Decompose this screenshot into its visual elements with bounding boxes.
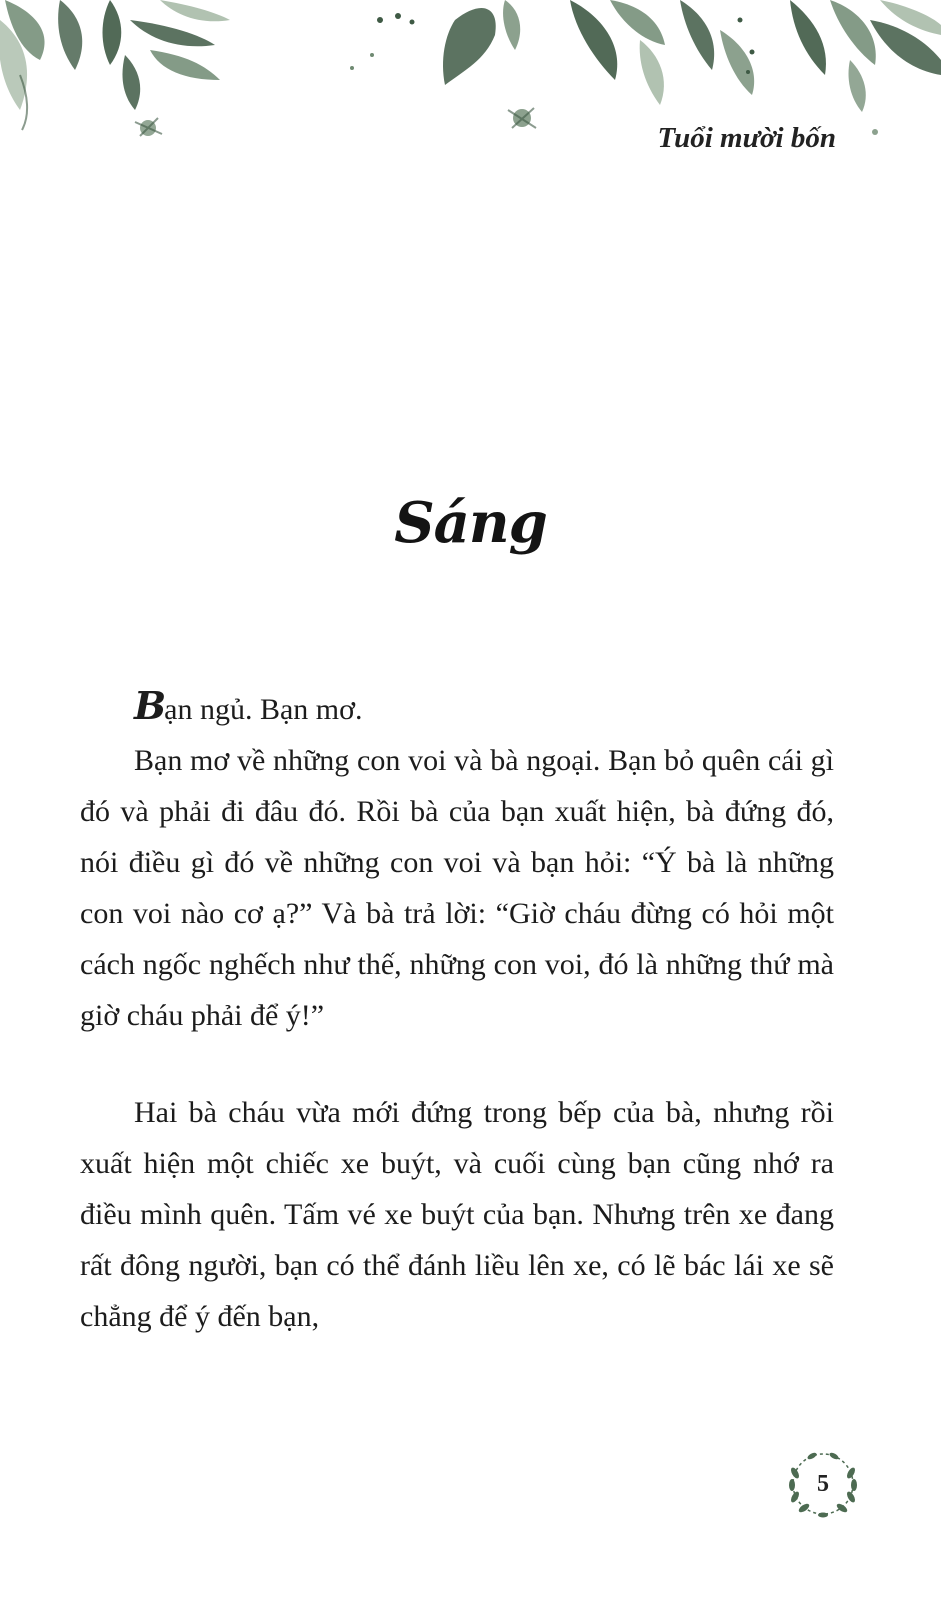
chapter-title: Sáng	[394, 490, 547, 556]
paragraph: Hai bà cháu vừa mới đứng trong bếp của bà, nhưng rồi xuất hiện một chiếc xe buýt, và cuối cùng bạn cũng nhớ ra điều mình quên. Tấm vé xe buýt của bạn. Nhưng trên xe đang rất đông người, bạn có thể đánh liều lên xe, có lẽ bác lái xe sẽ chẳng để ý đến bạn,	[80, 1096, 834, 1333]
page-number-badge	[782, 1443, 864, 1525]
opening-text: ạn ngủ. Bạn mơ.	[164, 693, 363, 726]
leaf-cluster-left	[0, 0, 230, 136]
leaf-cluster-right	[570, 0, 941, 135]
drop-cap: B	[134, 683, 165, 728]
paragraph: Bạn mơ về những con voi và bà ngoại. Bạn bỏ quên cái gì đó và phải đi đâu đó. Rồi bà của bạn xuất hiện, bà đứng đó, nói điều gì đó về những con voi và bạn hỏi: “Ý bà là những con voi nào cơ ạ?” Và bà trả lời: “Giờ cháu đừng có hỏi một cách ngốc nghếch như thế, những con voi, đó là những thứ mà giờ cháu phải để ý!”	[80, 744, 834, 1032]
page-number: 5	[817, 1471, 829, 1497]
leaf-cluster-center	[350, 0, 536, 128]
paragraph-opening	[80, 680, 834, 735]
body-text	[80, 680, 834, 1342]
running-header-title: Tuổi mười bốn	[657, 122, 836, 154]
